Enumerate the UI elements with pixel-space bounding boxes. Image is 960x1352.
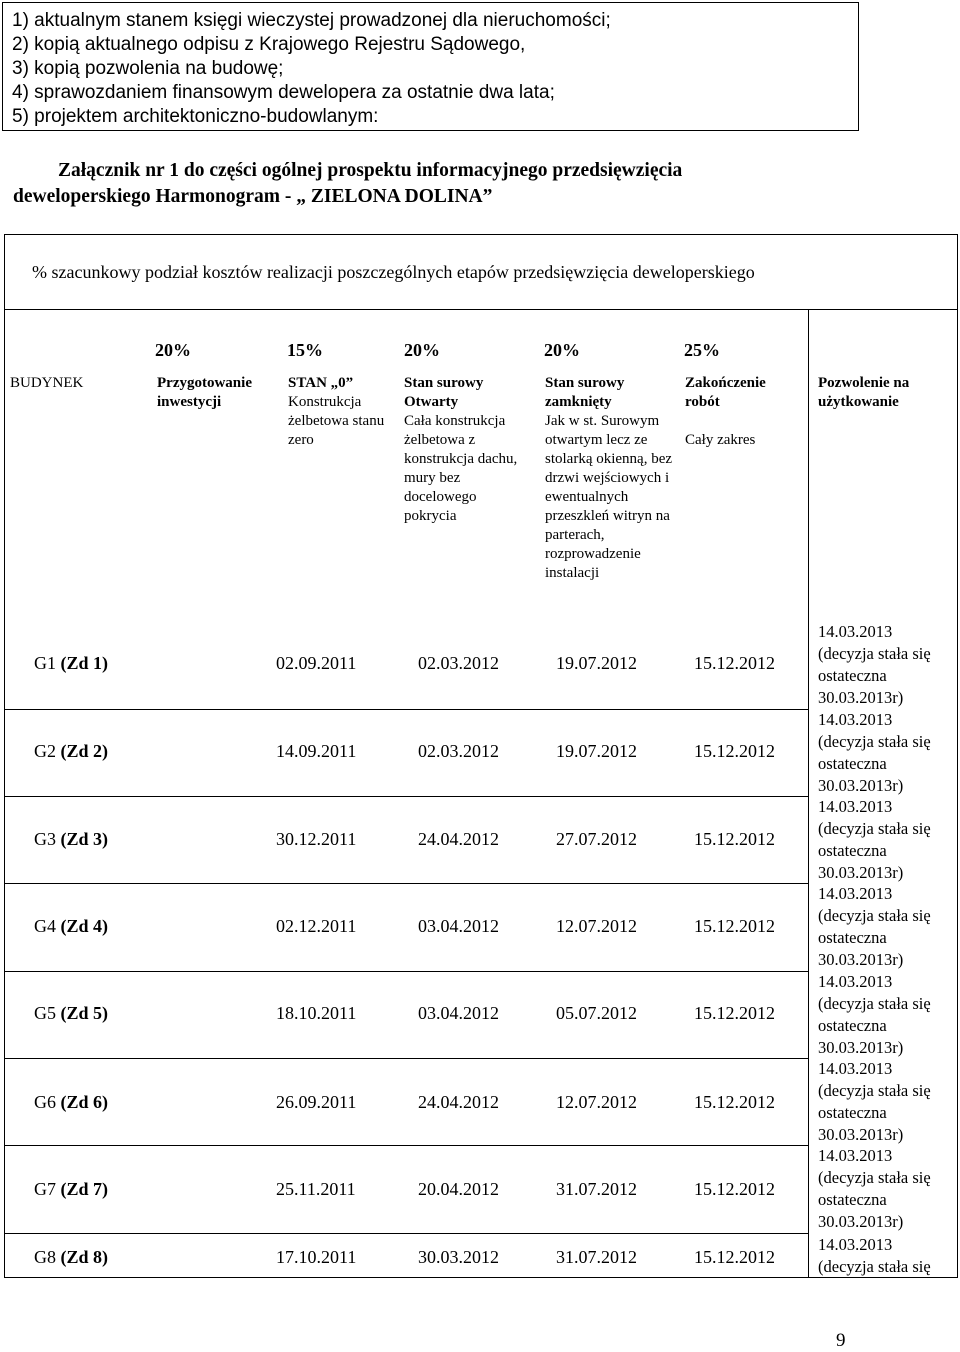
row-divider	[4, 1058, 809, 1059]
row-permit	[818, 883, 931, 971]
row-date-1: 30.12.2011	[276, 829, 357, 849]
col-budynek: BUDYNEK	[10, 375, 84, 391]
row-date-3: 12.07.2012	[556, 916, 637, 936]
row-permit	[818, 1058, 931, 1146]
row-date-4: 15.12.2012	[694, 829, 775, 849]
permit-line: (decyzja stała się	[818, 994, 931, 1013]
row-building-label	[34, 1002, 108, 1024]
appendix-heading-line1: Załącznik nr 1 do części ogólnej prospektu informacyjnego przedsięwzięcia	[58, 160, 683, 181]
col-stan-zero	[288, 374, 398, 450]
permit-line: 30.03.2013r)	[818, 950, 904, 969]
row-divider	[4, 709, 809, 710]
col-pozwolenie	[818, 374, 948, 412]
building-zd: (Zd 2)	[60, 741, 109, 761]
permit-line: 30.03.2013r)	[818, 776, 904, 795]
row-date-2: 24.04.2012	[418, 829, 499, 849]
col-stan-zero-desc: Konstrukcja żelbetowa stanu zero	[288, 394, 385, 448]
permit-line: ostateczna	[818, 754, 887, 773]
permit-line: (decyzja stała się	[818, 906, 931, 925]
intro-item-2: 2) kopią aktualnego odpisu z Krajowego Rejestru Sądowego,	[12, 34, 526, 55]
building-id: G2	[34, 741, 56, 761]
row-date-4: 15.12.2012	[694, 1092, 775, 1112]
row-divider	[4, 971, 809, 972]
row-date-3: 19.07.2012	[556, 653, 637, 673]
building-zd: (Zd 1)	[60, 653, 109, 673]
col-surowy-otwarty-title: Stan surowy Otwarty	[404, 375, 484, 410]
row-date-2: 30.03.2012	[418, 1247, 499, 1267]
row-divider	[4, 1233, 809, 1234]
permit-line: 30.03.2013r)	[818, 863, 904, 882]
row-date-4: 15.12.2012	[694, 916, 775, 936]
col-stan-zero-title: STAN „0”	[288, 375, 354, 391]
intro-item-5: 5) projektem architektoniczno-budowlanym:	[12, 106, 379, 127]
building-id: G7	[34, 1179, 56, 1199]
permit-line: 14.03.2013	[818, 710, 893, 729]
permit-line: 30.03.2013r)	[818, 1038, 904, 1057]
permit-line: 30.03.2013r)	[818, 688, 904, 707]
row-date-3: 27.07.2012	[556, 829, 637, 849]
row-date-4: 15.12.2012	[694, 653, 775, 673]
building-zd: (Zd 5)	[60, 1003, 109, 1023]
permit-line: ostateczna	[818, 841, 887, 860]
permit-column-divider	[808, 310, 809, 1278]
building-id: G4	[34, 916, 56, 936]
building-id: G8	[34, 1247, 56, 1267]
row-permit	[818, 1145, 931, 1233]
row-date-1: 02.12.2011	[276, 916, 357, 936]
row-date-2: 20.04.2012	[418, 1179, 499, 1199]
row-date-4: 15.12.2012	[694, 1179, 775, 1199]
row-date-2: 02.03.2012	[418, 653, 499, 673]
row-date-3: 31.07.2012	[556, 1247, 637, 1267]
row-date-1: 18.10.2011	[276, 1003, 357, 1023]
col-przygotowanie-title: Przygotowanie inwestycji	[157, 375, 252, 410]
col-surowy-otwarty	[404, 374, 526, 526]
pct-zakonczenie: 25%	[684, 340, 720, 360]
permit-line: 30.03.2013r)	[818, 1125, 904, 1144]
row-date-3: 12.07.2012	[556, 1092, 637, 1112]
col-zakonczenie-title: Zakończenie robót	[685, 375, 766, 410]
permit-line: (decyzja stała się	[818, 1257, 931, 1276]
row-building-label	[34, 1246, 108, 1268]
permit-line: 30.03.2013r)	[818, 1212, 904, 1231]
col-przygotowanie	[157, 374, 277, 412]
col-pozwolenie-title: Pozwolenie na użytkowanie	[818, 375, 910, 410]
row-building-label	[34, 1091, 108, 1113]
permit-line: (decyzja stała się	[818, 819, 931, 838]
row-building-label	[34, 828, 108, 850]
row-permit	[818, 1234, 931, 1278]
permit-line: 14.03.2013	[818, 972, 893, 991]
col-zakonczenie-desc: Cały zakres	[685, 432, 756, 448]
permit-line: 14.03.2013	[818, 797, 893, 816]
intro-item-3: 3) kopią pozwolenia na budowę;	[12, 58, 284, 79]
permit-line: 14.03.2013	[818, 1146, 893, 1165]
row-permit	[818, 796, 931, 884]
building-zd: (Zd 8)	[60, 1247, 109, 1267]
permit-line: 14.03.2013	[818, 622, 893, 641]
row-permit	[818, 621, 931, 709]
page-number: 9	[836, 1330, 846, 1351]
row-date-3: 05.07.2012	[556, 1003, 637, 1023]
building-id: G6	[34, 1092, 56, 1112]
cost-label-box	[4, 234, 958, 310]
permit-line: ostateczna	[818, 1190, 887, 1209]
row-date-2: 03.04.2012	[418, 1003, 499, 1023]
row-divider	[4, 796, 809, 797]
row-building-label	[34, 740, 108, 762]
pct-stan-zero: 15%	[287, 340, 323, 360]
row-date-4: 15.12.2012	[694, 1247, 775, 1267]
intro-item-4: 4) sprawozdaniem finansowym dewelopera za ostatnie dwa lata;	[12, 82, 555, 103]
pct-surowy-zamkniety: 20%	[544, 340, 580, 360]
col-surowy-zamkniety	[545, 374, 675, 583]
permit-line: (decyzja stała się	[818, 644, 931, 663]
col-surowy-otwarty-desc: Cała konstrukcja żelbetowa z konstrukcja dachu, mury bez docelowego pokrycia	[404, 413, 518, 524]
cost-label: % szacunkowy podział kosztów realizacji poszczególnych etapów przedsięwzięcia deweloperskiego	[32, 262, 755, 282]
pct-przygotowanie: 20%	[155, 340, 191, 360]
permit-line: (decyzja stała się	[818, 732, 931, 751]
permit-line: (decyzja stała się	[818, 1168, 931, 1187]
row-permit	[818, 971, 931, 1059]
row-date-3: 31.07.2012	[556, 1179, 637, 1199]
row-date-1: 02.09.2011	[276, 653, 357, 673]
row-date-1: 25.11.2011	[276, 1179, 356, 1199]
col-surowy-zamkniety-desc: Jak w st. Surowym otwartym lecz ze stolarką okienną, bez drzwi wejściowych i ewentualnych przeszkleń witryn na parterach, rozprowadzenie instalacji	[545, 413, 673, 581]
pct-surowy-otwarty: 20%	[404, 340, 440, 360]
building-id: G5	[34, 1003, 56, 1023]
building-zd: (Zd 6)	[60, 1092, 109, 1112]
row-permit	[818, 709, 931, 797]
permit-line: ostateczna	[818, 1103, 887, 1122]
permit-line: ostateczna	[818, 1016, 887, 1035]
building-zd: (Zd 7)	[60, 1179, 109, 1199]
intro-list-box	[2, 2, 859, 131]
permit-line: ostateczna	[818, 666, 887, 685]
row-date-2: 02.03.2012	[418, 741, 499, 761]
permit-line: 14.03.2013	[818, 1235, 893, 1254]
building-zd: (Zd 4)	[60, 916, 109, 936]
row-date-1: 17.10.2011	[276, 1247, 357, 1267]
row-date-3: 19.07.2012	[556, 741, 637, 761]
row-date-2: 03.04.2012	[418, 916, 499, 936]
row-date-1: 26.09.2011	[276, 1092, 357, 1112]
row-date-4: 15.12.2012	[694, 741, 775, 761]
col-zakonczenie	[685, 374, 795, 450]
row-building-label	[34, 1178, 108, 1200]
building-zd: (Zd 3)	[60, 829, 109, 849]
row-date-4: 15.12.2012	[694, 1003, 775, 1023]
building-id: G3	[34, 829, 56, 849]
intro-item-1: 1) aktualnym stanem księgi wieczystej prowadzonej dla nieruchomości;	[12, 10, 611, 31]
appendix-heading-line2: deweloperskiego Harmonogram - „ ZIELONA DOLINA”	[13, 186, 493, 207]
permit-line: (decyzja stała się	[818, 1081, 931, 1100]
row-date-1: 14.09.2011	[276, 741, 357, 761]
permit-line: 14.03.2013	[818, 884, 893, 903]
building-id: G1	[34, 653, 56, 673]
permit-line: 14.03.2013	[818, 1059, 893, 1078]
row-divider	[4, 1145, 809, 1146]
row-building-label	[34, 652, 108, 674]
row-building-label	[34, 915, 108, 937]
row-date-2: 24.04.2012	[418, 1092, 499, 1112]
permit-line: ostateczna	[818, 928, 887, 947]
col-surowy-zamkniety-title: Stan surowy zamknięty	[545, 375, 625, 410]
row-divider	[4, 883, 809, 884]
